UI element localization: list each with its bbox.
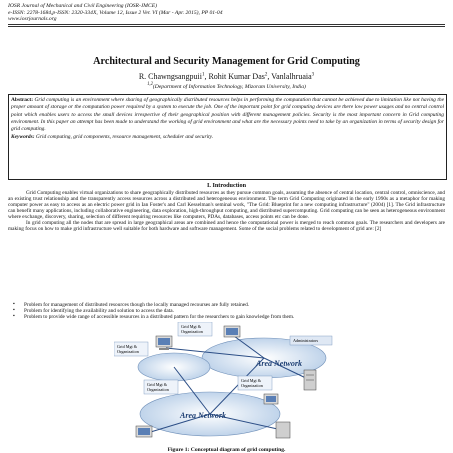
org-label: Organization (181, 329, 203, 334)
keywords-label: Keywords: (11, 133, 35, 140)
org-label: Grid Mgt & (117, 344, 138, 349)
grid-computing-figure (114, 322, 338, 448)
journal-url: www.iosrjournals.org (8, 16, 57, 23)
author-list (0, 72, 453, 81)
abstract-box (8, 94, 447, 180)
list-item: ▪ Problem for management of distributed resources though the locally managed recourses are fully retained. (8, 302, 445, 308)
journal-header (8, 3, 308, 23)
paper-title: Architectural and Security Management for Grid Computing (93, 56, 360, 67)
section-heading: I. Introduction (206, 182, 247, 189)
keywords (11, 134, 444, 141)
computer-icon (264, 394, 278, 404)
header-rule-thin (8, 26, 445, 27)
org-label: Grid Mgt & (181, 324, 202, 329)
header-rule (8, 24, 445, 25)
author-name: Rohit Kumar Das (208, 72, 265, 81)
affiliation-text: (Department of Information Technology, Mizoram University, India) (152, 83, 306, 90)
abstract (11, 97, 444, 134)
figure-caption (0, 447, 453, 453)
intro-body (8, 190, 445, 232)
journal-issn: e-ISSN: 2278-1684,p-ISSN: 2320-334X, Volume 12, Issue 2 Ver. VI (Mar - Apr. 2015), PP 01-04 (8, 9, 223, 16)
author-sup: 1 (201, 72, 205, 78)
org-label: Grid Mgt & (241, 378, 262, 383)
org-label: Organization (147, 387, 169, 392)
org-label: Organization (117, 349, 139, 354)
affiliation-sup: 1,2 (147, 82, 153, 87)
journal-name: IOSR Journal of Mechanical and Civil Engineering (IOSR-JMCE) (8, 3, 157, 9)
area-network-label: Area Network (180, 411, 226, 420)
computer-icon (136, 426, 152, 437)
author-separator: , (204, 72, 209, 81)
server-icon (276, 422, 290, 438)
author-name: R. Chawngsangpuii (138, 72, 202, 81)
server-icon (304, 370, 316, 390)
computer-icon (224, 326, 240, 337)
figure-caption-text: Figure 1: Conceptual diagram of grid computing. (167, 447, 286, 453)
intro-paragraph-1: Grid Computing enables virtual organizations to share geographically distributed resources as they pursue common goals, assuming the absence of central location, central control, omniscience, and an existing trust relationship and the transparently access resources across a distributed and heterogeneous environment. The term Grid Computing originated in the early 1990s as a metaphor for making computer power as easy to access as an electric power grid in Ian Foster's and Carl Kesselman's seminal work, "The Grid: Blueprint for a new computing infrastructure" (2004) [1]. The Grid infrastructure can benefit many applications, including collaborative engineering, data exploration, high-throughput computing, and distributed supercomputing. Grid computing can be seen as heterogeneous environment where exchange, discovery, sharing, selection of different requiring resources like computers, PDAs, databases, access points etc can be done. (8, 190, 445, 221)
abstract-text: Grid computing is an environment where sharing of geographically distributed resources helps in performing the computation that cannot be achieved due to limitation like not having the proper amount of storage or the computation power required by a system to execute the job. One of the important point for grid computing devices are there low power usages and no central control point which enables users to access the small devices irrespective of their geographical position with different management policies. Security is the most important concern in Grid computing environment. In this paper an attempt has been made to understand the working of grid environment and what are the necessary points need to take by an organization in terms of security design for grid computing. (11, 97, 444, 133)
author-sup: 3 (311, 72, 315, 78)
list-item: ▪ Problem for identifying the availability and solution to access the data. (8, 308, 445, 314)
author-affiliation (0, 82, 453, 90)
intro-paragraph-2: In grid computing all the nodes that are spread in large geographical areas are combined and hence the computational power is merged to reach common goals. The researchers and developers are making focus on how to make grid infrastructure well suitable for both hardware and software management. Some of the social problems related to development of grid are: [2] (8, 220, 445, 233)
author-name: Vanlalhruaia (271, 72, 312, 81)
admin-label: Administrators (293, 338, 319, 343)
keywords-text: Grid computing, grid components, resource management, scheduler and security. (34, 133, 214, 140)
abstract-label: Abstract: (11, 97, 34, 103)
author-sup: 2 (264, 72, 268, 78)
org-label: Organization (241, 383, 263, 388)
area-network-label: Area Network (256, 359, 302, 368)
list-item: ▪ Problem to provide wide range of accessible resources in a distributed pattern for the researchers to gain knowledge from them. (8, 314, 445, 320)
org-label: Grid Mgt & (147, 382, 168, 387)
problem-list (8, 302, 445, 320)
author-separator: , (267, 72, 272, 81)
